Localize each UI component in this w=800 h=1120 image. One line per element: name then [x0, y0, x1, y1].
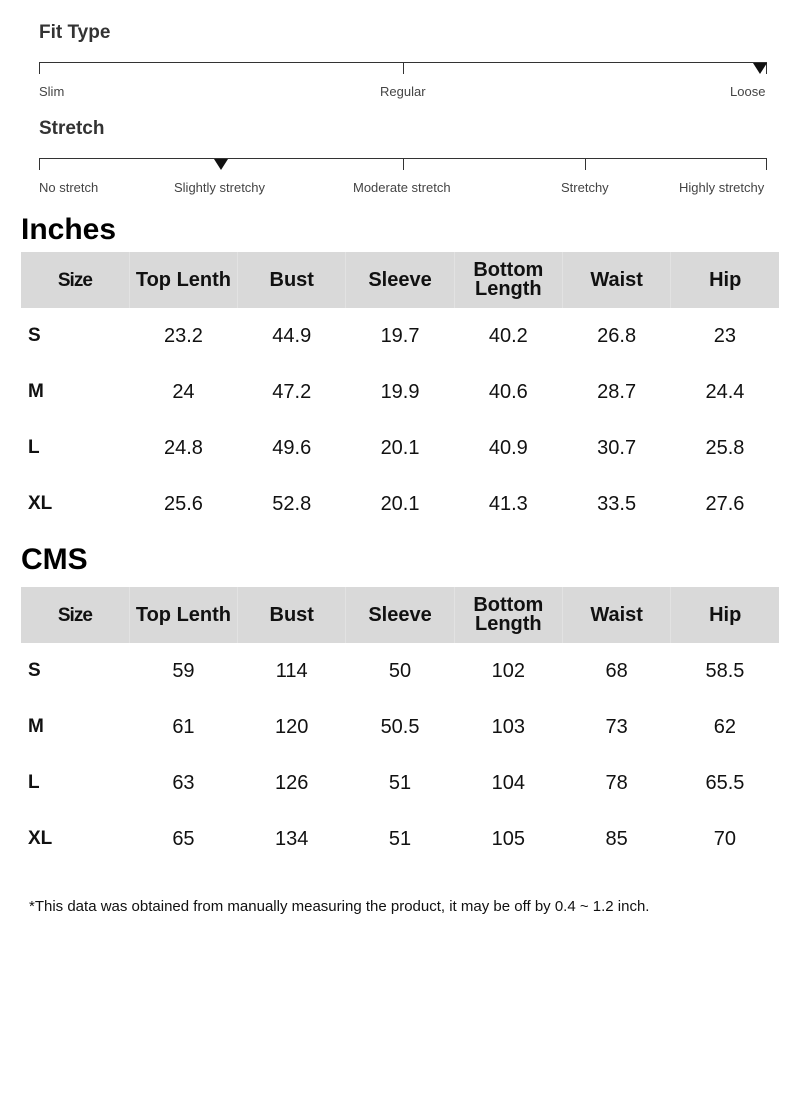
size-cell: S	[28, 325, 41, 346]
size-cell: M	[28, 716, 44, 737]
table-row	[21, 308, 779, 364]
bottom-length-cell: 40.9	[488, 436, 528, 459]
hip-cell: 70	[713, 827, 737, 850]
stretch-label-stretchy: Stretchy	[561, 180, 609, 195]
hip-cell: 65.5	[705, 771, 745, 794]
fit-type-tick-slim	[39, 62, 40, 74]
hip-cell: 27.6	[705, 492, 745, 515]
inches-header-bust: Bust	[238, 252, 346, 308]
fit-type-label-loose: Loose	[730, 84, 766, 99]
top-length-cell: 63	[172, 771, 195, 794]
size-cell: S	[28, 660, 41, 681]
sleeve-cell: 20.1	[380, 492, 420, 515]
sleeve-cell: 19.9	[380, 380, 420, 403]
hip-cell: 24.4	[705, 380, 745, 403]
bottom-length-cell: 105	[491, 827, 526, 850]
sleeve-cell: 50	[388, 659, 412, 682]
waist-cell: 30.7	[597, 436, 637, 459]
inches-size-table	[21, 252, 779, 532]
fit-type-title: Fit Type	[39, 22, 111, 43]
bottom-length-cell: 40.2	[488, 324, 528, 347]
bust-cell: 44.9	[272, 324, 312, 347]
sleeve-cell: 51	[388, 827, 412, 850]
table-row	[21, 476, 779, 532]
inches-header-hip: Hip	[671, 252, 779, 308]
bottom-length-cell: 104	[491, 771, 526, 794]
cms-header-hip: Hip	[671, 587, 779, 643]
sleeve-cell: 19.7	[380, 324, 420, 347]
measurement-note: *This data was obtained from manually measuring the product, it may be off by 0.4 ~ 1.2 inch.	[29, 898, 650, 915]
waist-cell: 78	[605, 771, 628, 794]
cms-size-table	[21, 587, 779, 867]
table-row	[21, 643, 779, 699]
waist-cell: 26.8	[597, 324, 637, 347]
fit-type-label-regular: Regular	[380, 84, 426, 99]
bottom-length-cell: 41.3	[488, 492, 528, 515]
table-row	[21, 364, 779, 420]
size-cell: XL	[28, 493, 53, 514]
inches-header-top-length: Top Lenth	[129, 252, 237, 308]
bust-cell: 52.8	[272, 492, 312, 515]
stretch-label-highly: Highly stretchy	[679, 180, 765, 195]
stretch-label-moderate: Moderate stretch	[353, 180, 451, 195]
cms-header-waist: Waist	[562, 587, 670, 643]
sleeve-cell: 51	[388, 771, 412, 794]
inches-title: Inches	[21, 213, 117, 246]
fit-type-tick-regular	[403, 62, 404, 74]
size-cell: M	[28, 381, 44, 402]
size-cell: XL	[28, 828, 53, 849]
table-row	[21, 420, 779, 476]
top-length-cell: 61	[172, 715, 195, 738]
sleeve-cell: 20.1	[380, 436, 420, 459]
cms-header-sleeve: Sleeve	[346, 587, 454, 643]
waist-cell: 85	[605, 827, 628, 850]
waist-cell: 68	[605, 659, 628, 682]
stretch-label-slightly: Slightly stretchy	[174, 180, 266, 195]
waist-cell: 33.5	[597, 492, 637, 515]
top-length-cell: 65	[172, 827, 195, 850]
top-length-cell: 59	[172, 659, 195, 682]
inches-header-bottom-length: Bottom Length	[454, 252, 562, 308]
bust-cell: 114	[275, 659, 308, 682]
hip-cell: 58.5	[705, 659, 745, 682]
hip-cell: 62	[713, 715, 737, 738]
bottom-length-cell: 103	[491, 715, 526, 738]
inches-header-sleeve: Sleeve	[346, 252, 454, 308]
bottom-length-cell: 102	[491, 659, 526, 682]
bust-cell: 126	[275, 771, 309, 794]
top-length-cell: 24.8	[163, 436, 203, 459]
inches-header-size: Size	[21, 252, 129, 308]
top-length-cell: 23.2	[163, 324, 203, 347]
cms-header-top-length: Top Lenth	[129, 587, 237, 643]
inches-header-row	[21, 252, 779, 308]
cms-header-bust: Bust	[238, 587, 346, 643]
fit-type-marker-icon	[753, 63, 767, 74]
hip-cell: 23	[713, 324, 737, 347]
fit-type-label-slim: Slim	[39, 84, 65, 99]
table-row	[21, 699, 779, 755]
stretch-tick-no-stretch	[39, 158, 40, 170]
cms-header-size: Size	[21, 587, 129, 643]
cms-title: CMS	[21, 543, 88, 576]
stretch-label-no-stretch: No stretch	[39, 180, 99, 195]
bust-cell: 49.6	[272, 436, 312, 459]
bottom-length-cell: 40.6	[488, 380, 528, 403]
top-length-cell: 25.6	[163, 492, 203, 515]
size-cell: L	[28, 437, 40, 458]
sleeve-cell: 50.5	[380, 715, 420, 738]
inches-header-waist: Waist	[562, 252, 670, 308]
stretch-tick-stretchy	[585, 158, 586, 170]
table-row	[21, 811, 779, 867]
table-row	[21, 755, 779, 811]
stretch-tick-moderate	[403, 158, 404, 170]
stretch-marker-icon	[214, 159, 228, 170]
stretch-title: Stretch	[39, 118, 105, 139]
bust-cell: 47.2	[272, 380, 312, 403]
bust-cell: 120	[275, 715, 309, 738]
waist-cell: 73	[605, 715, 628, 738]
bust-cell: 134	[275, 827, 309, 850]
top-length-cell: 24	[172, 380, 195, 403]
stretch-tick-highly	[766, 158, 767, 170]
cms-header-bottom-length: Bottom Length	[454, 587, 562, 643]
hip-cell: 25.8	[705, 436, 745, 459]
size-cell: L	[28, 772, 40, 793]
cms-header-row	[21, 587, 779, 643]
waist-cell: 28.7	[597, 380, 637, 403]
